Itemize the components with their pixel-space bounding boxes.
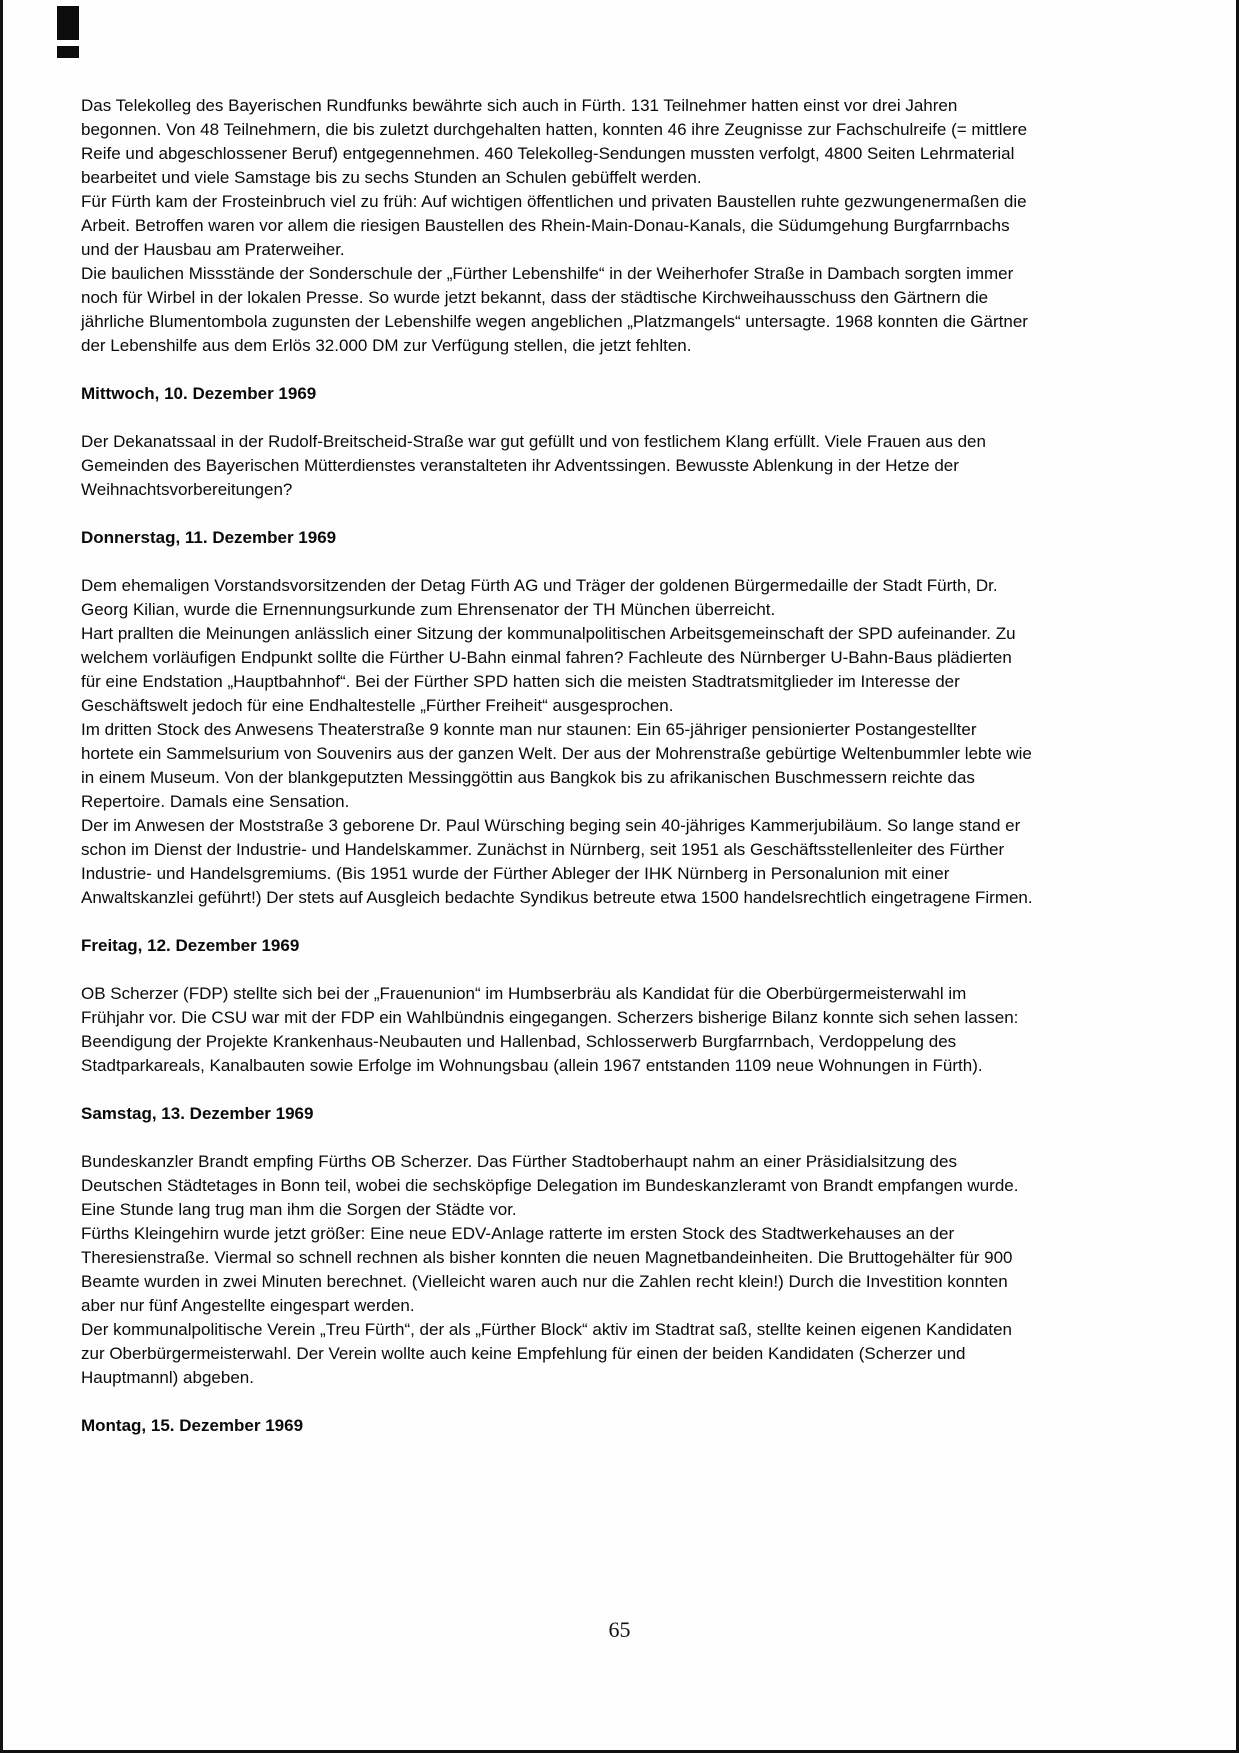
date-heading: Montag, 15. Dezember 1969 (81, 1416, 304, 1435)
scan-punch-mark (57, 46, 79, 58)
date-heading: Mittwoch, 10. Dezember 1969 (81, 384, 317, 403)
page-number: 65 (608, 1617, 631, 1642)
scan-punch-mark (57, 6, 79, 40)
paragraph: Fürths Kleingehirn wurde jetzt größer: Eine neue EDV-Anlage ratterte im ersten Stock des Stadtwerkehauses an der Theresienstraße. Viermal so schnell rechnen als bisher konnten die neuen Magnetbandeinheiten. Die Bruttogehälter für 900 Beamte wurden in zwei Minuten berechnet. (Vielleicht waren auch nur die Zahlen recht klein!) Durch die Investition konnten aber nur fünf Angestellte eingespart werden. (81, 1224, 1013, 1315)
paragraph: OB Scherzer (FDP) stellte sich bei der „Frauenunion“ im Humbserbräu als Kandidat für die Oberbürgermeisterwahl im Frühjahr vor. Die CSU war mit der FDP ein Wahlbündnis eingegangen. Scherzers bisherige Bilanz konnte sich sehen lassen: Beendigung der Projekte Krankenhaus-Neubauten und Hallenbad, Schlosserwerb Burgfarrnbach, Verdoppelung des Stadtparkareals, Kanalbauten sowie Erfolge im Wohnungsbau (allein 1967 entstanden 1109 neue Wohnungen in Fürth). (81, 984, 1019, 1075)
paragraph: Die baulichen Missstände der Sonderschule der „Fürther Lebenshilfe“ in der Weiherhofer Straße in Dambach sorgten immer noch für Wirbel in der lokalen Presse. So wurde jetzt bekannt, dass der städtische Kirchweihausschuss den Gärtnern die jährliche Blumentombola zugunsten der Lebenshilfe wegen angeblichen „Platzmangels“ untersagte. 1968 konnten die Gärtner der Lebenshilfe aus dem Erlös 32.000 DM zur Verfügung stellen, die jetzt fehlten. (81, 264, 1028, 355)
document-content (81, 94, 1034, 1462)
paragraph: Der Dekanatssaal in der Rudolf-Breitscheid-Straße war gut gefüllt und von festlichem Klang erfüllt. Viele Frauen aus den Gemeinden des Bayerischen Mütterdienstes veranstalteten ihr Adventssingen. Bewusste Ablenkung in der Hetze der Weihnachtsvorbereitungen? (81, 432, 986, 499)
paragraph: Im dritten Stock des Anwesens Theaterstraße 9 konnte man nur staunen: Ein 65-jähriger pensionierter Postangestellter hortete ein Sammelsurium von Souvenirs aus der ganzen Welt. Der aus der Mohrenstraße gebürtige Weltenbummler lebte wie in einem Museum. Von der blankgeputzten Messinggöttin aus Bangkok bis zu afrikanischen Buschmessern reichte das Repertoire. Damals eine Sensation. (81, 720, 1032, 811)
date-heading: Samstag, 13. Dezember 1969 (81, 1104, 314, 1123)
date-heading: Freitag, 12. Dezember 1969 (81, 936, 300, 955)
paragraph: Hart prallten die Meinungen anlässlich einer Sitzung der kommunalpolitischen Arbeitsgemeinschaft der SPD aufeinander. Zu welchem vorläufigen Endpunkt sollte die Fürther U-Bahn einmal fahren? Fachleute des Nürnberger U-Bahn-Baus plädierten für eine Endstation „Hauptbahnhof“. Bei der Fürther SPD hatten sich die meisten Stadtratsmitglieder im Interesse der Geschäftswelt jedoch für eine Endhaltestelle „Fürther Freiheit“ ausgesprochen. (81, 624, 1016, 715)
scan-edge-left (0, 0, 3, 1753)
paragraph: Bundeskanzler Brandt empfing Fürths OB Scherzer. Das Fürther Stadtoberhaupt nahm an einer Präsidialsitzung des Deutschen Städtetages in Bonn teil, wobei die sechsköpfige Delegation im Bundeskanzleramt von Brandt empfangen wurde. Eine Stunde lang trug man ihm die Sorgen der Städte vor. (81, 1152, 1019, 1219)
paragraph: Der kommunalpolitische Verein „Treu Fürth“, der als „Fürther Block“ aktiv im Stadtrat saß, stellte keinen eigenen Kandidaten zur Oberbürgermeisterwahl. Der Verein wollte auch keine Empfehlung für einen der beiden Kandidaten (Scherzer und Hauptmannl) abgeben. (81, 1320, 1013, 1387)
paragraph: Dem ehemaligen Vorstandsvorsitzenden der Detag Fürth AG und Träger der goldenen Bürgermedaille der Stadt Fürth, Dr. Georg Kilian, wurde die Ernennungsurkunde zum Ehrensenator der TH München überreicht. (81, 576, 998, 619)
paragraph: Für Fürth kam der Frosteinbruch viel zu früh: Auf wichtigen öffentlichen und privaten Baustellen ruhte gezwungenermaßen die Arbeit. Betroffen waren vor allem die riesigen Baustellen des Rhein-Main-Donau-Kanals, die Südumgehung Burgfarrnbachs und der Hausbau am Praterweiher. (81, 192, 1027, 259)
date-heading: Donnerstag, 11. Dezember 1969 (81, 528, 337, 547)
paragraph: Der im Anwesen der Moststraße 3 geborene Dr. Paul Würsching beging sein 40-jähriges Kammerjubiläum. So lange stand er schon im Dienst der Industrie- und Handelskammer. Zunächst in Nürnberg, seit 1951 als Geschäftsstellenleiter des Fürther Industrie- und Handelsgremiums. (Bis 1951 wurde der Fürther Ableger der IHK Nürnberg in Personalunion mit einer Anwaltskanzlei geführt!) Der stets auf Ausgleich bedachte Syndikus betreute etwa 1500 handelsrechtlich eingetragene Firmen. (81, 816, 1033, 907)
paragraph: Das Telekolleg des Bayerischen Rundfunks bewährte sich auch in Fürth. 131 Teilnehmer hatten einst vor drei Jahren begonnen. Von 48 Teilnehmern, die bis zuletzt durchgehalten hatten, konnten 46 ihre Zeugnisse zur Fachschulreife (= mittlere Reife und abgeschlossener Beruf) entgegennehmen. 460 Telekolleg-Sendungen mussten verfolgt, 4800 Seiten Lehrmaterial bearbeitet und viele Samstage bis zu sechs Stunden an Schulen gebüffelt werden. (81, 96, 1028, 187)
